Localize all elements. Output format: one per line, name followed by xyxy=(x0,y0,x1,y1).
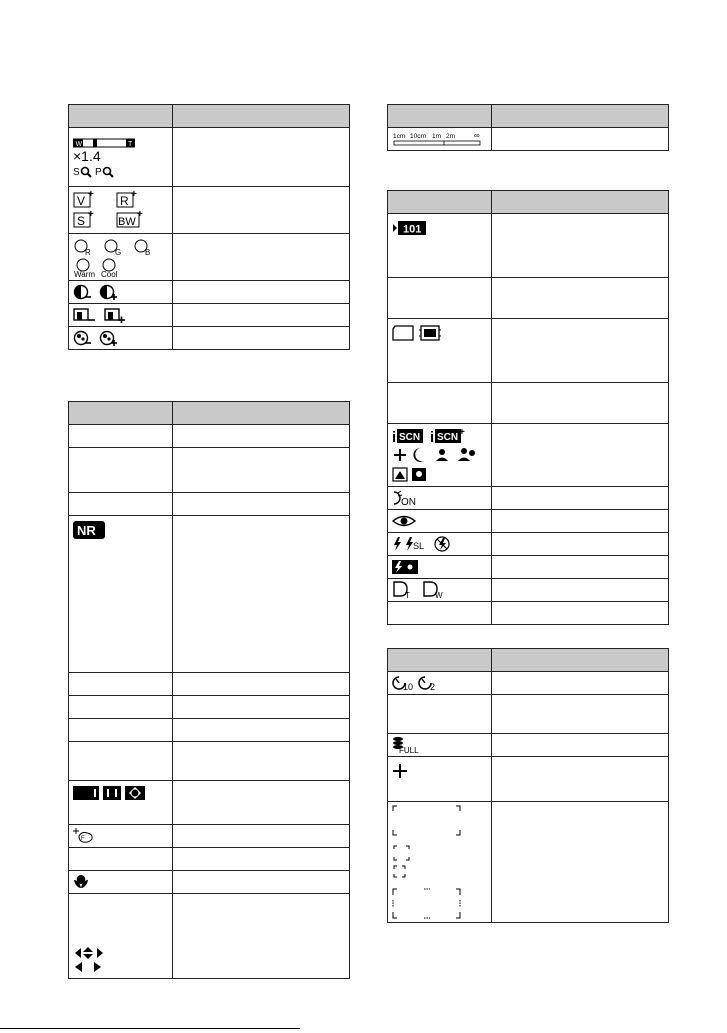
focus-range-scale-icon xyxy=(392,130,488,148)
svg-text:Warm: Warm xyxy=(74,270,96,278)
indicator-table-3 xyxy=(387,190,669,625)
burst-icon xyxy=(392,736,432,754)
svg-text:+: + xyxy=(88,209,94,220)
precision-zoom-icon: P xyxy=(95,164,114,178)
saturation-icons xyxy=(69,327,173,350)
zoom-indicators xyxy=(69,128,173,187)
zoom-multiplier: ×1.4 xyxy=(73,148,101,165)
svg-text:FULL: FULL xyxy=(399,746,419,754)
auto-slow-cell xyxy=(388,487,492,510)
svg-text:∞: ∞ xyxy=(474,131,480,140)
smart-zoom-icon: S xyxy=(73,164,92,178)
crosshair-cell xyxy=(388,757,492,802)
color-filter-icon xyxy=(73,236,169,278)
svg-text:101: 101 xyxy=(403,223,422,236)
burst-cell xyxy=(388,734,492,757)
noise-reduction-icon xyxy=(73,521,105,539)
indicator-table-2 xyxy=(68,401,350,979)
spot-meter-crosshair-icon xyxy=(392,763,408,779)
svg-text:NR: NR xyxy=(77,523,96,538)
svg-text:+: + xyxy=(88,189,94,200)
flash-icons xyxy=(392,536,456,552)
color-mode-vivid-icon xyxy=(73,189,113,231)
svg-text:R: R xyxy=(85,248,91,257)
svg-text:Cool: Cool xyxy=(101,270,118,278)
color-filter-icons xyxy=(69,234,173,281)
af-range-cell xyxy=(69,781,173,825)
color-mode-icons xyxy=(69,187,173,234)
svg-text:W: W xyxy=(435,591,443,599)
svg-text:1cm: 1cm xyxy=(393,133,406,140)
svg-text:SCN: SCN xyxy=(399,432,421,443)
face-detection-cell xyxy=(69,825,173,848)
focus-range-cell xyxy=(388,128,492,151)
contrast-icon xyxy=(73,284,133,300)
svg-text:V: V xyxy=(77,194,86,208)
control-guide-cell xyxy=(69,894,173,979)
self-timer-cell xyxy=(388,672,492,695)
noise-reduction-cell xyxy=(69,516,173,673)
svg-text:F: F xyxy=(81,836,85,842)
zoom-scale-icon xyxy=(73,138,135,148)
conversion-lens-icon xyxy=(392,581,452,599)
svg-text:2: 2 xyxy=(430,682,436,691)
svg-text:10cm: 10cm xyxy=(410,133,426,140)
focus-range-table xyxy=(387,104,669,151)
indicator-table-1 xyxy=(68,104,350,350)
svg-text:G: G xyxy=(115,248,122,257)
conversion-lens-cell xyxy=(388,579,492,602)
svg-text:SCN: SCN xyxy=(437,432,459,443)
contrast-icons xyxy=(69,281,173,304)
face-detection-icon xyxy=(73,828,95,844)
svg-text:T: T xyxy=(405,591,410,599)
flash-charging-icon xyxy=(392,559,418,575)
macro-cell xyxy=(69,871,173,894)
sharpness-icons xyxy=(69,304,173,327)
page-bottom-rule xyxy=(0,1028,300,1033)
slow-shutter-icon xyxy=(392,490,436,506)
sharpness-icon xyxy=(73,307,139,323)
memory-card-icon xyxy=(392,325,416,341)
af-frame-cell xyxy=(388,802,492,923)
svg-text:+: + xyxy=(131,189,138,200)
svg-text:+: + xyxy=(459,427,465,438)
left-right-arrows-icon xyxy=(73,960,107,974)
svg-text:R: R xyxy=(120,194,130,208)
svg-text:1m: 1m xyxy=(432,133,442,140)
scene-cell xyxy=(388,424,492,487)
color-mode-bw-icon xyxy=(116,189,156,231)
svg-text:+: + xyxy=(137,209,144,220)
multi-direction-arrows-icon xyxy=(73,946,107,960)
svg-text:10: 10 xyxy=(403,682,414,691)
recording-folder-icon xyxy=(392,220,428,236)
saturation-icon xyxy=(73,330,133,346)
folder-cell xyxy=(388,214,492,278)
svg-text:i: i xyxy=(430,429,435,446)
red-eye-cell xyxy=(388,510,492,533)
indicator-table-4 xyxy=(387,648,669,923)
media-cell xyxy=(388,319,492,383)
svg-text:BW: BW xyxy=(118,216,137,228)
svg-text:W: W xyxy=(75,140,83,148)
svg-text:ON: ON xyxy=(401,497,416,506)
af-range-finder-frame-icons xyxy=(392,803,464,921)
svg-text:B: B xyxy=(145,248,151,257)
svg-text:S: S xyxy=(77,214,86,228)
svg-text:SL: SL xyxy=(413,541,425,551)
internal-memory-icon xyxy=(419,325,441,341)
svg-text:T: T xyxy=(128,140,133,148)
af-range-icon xyxy=(73,786,153,800)
macro-flower-icon xyxy=(73,874,89,890)
red-eye-icon xyxy=(392,513,416,529)
flash-mode-cell xyxy=(388,533,492,556)
svg-text:2m: 2m xyxy=(446,133,456,140)
self-timer-icon xyxy=(392,675,452,691)
flash-charge-cell xyxy=(388,556,492,579)
svg-text:i: i xyxy=(392,429,397,446)
scene-recognition-icons xyxy=(392,426,492,484)
